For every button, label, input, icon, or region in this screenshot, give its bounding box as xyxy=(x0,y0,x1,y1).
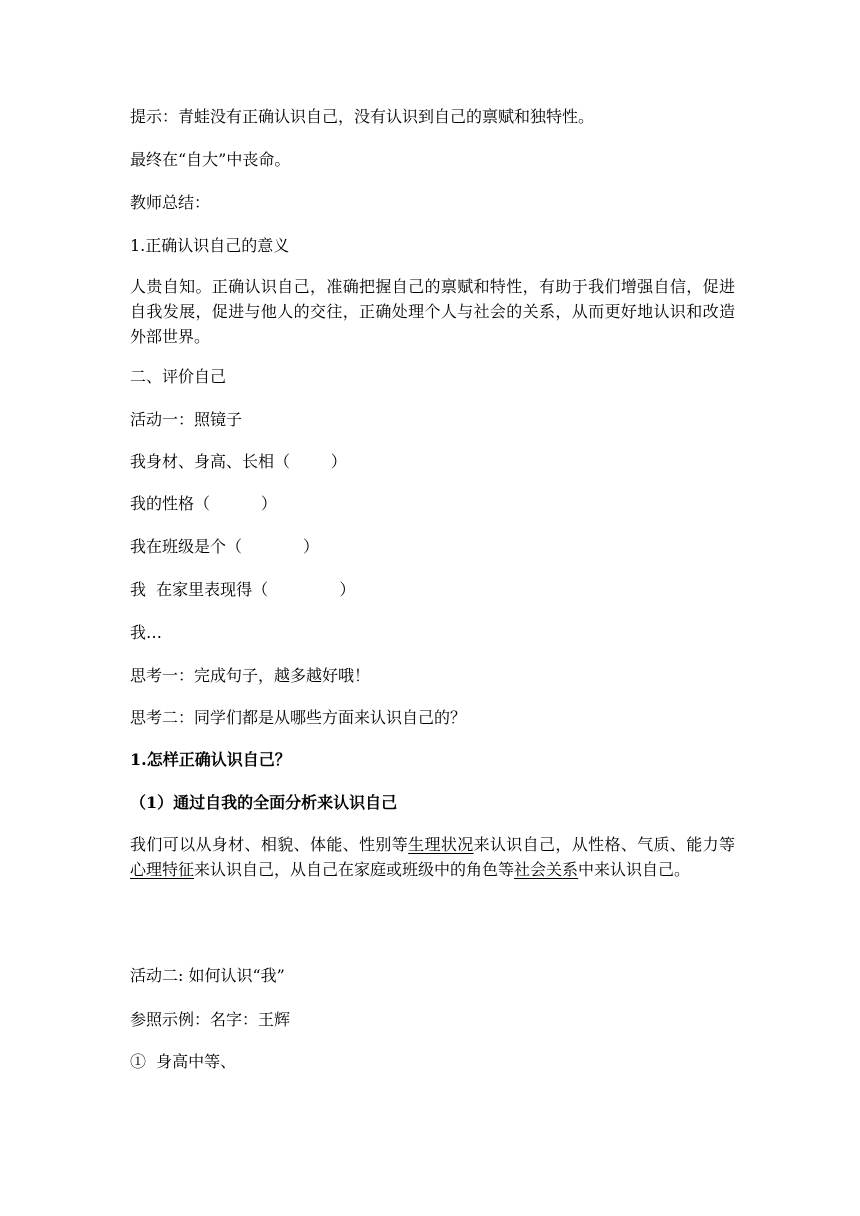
think-two-text: 思考二：同学们都是从哪些方面来认识自己的？ xyxy=(130,708,467,727)
mirror-line-class: 我在班级是个（ ） xyxy=(130,537,320,556)
mirror-line-personality: 我的性格（ ） xyxy=(130,494,277,513)
term-physiology: 生理状况 xyxy=(408,835,474,854)
hint-text: 提示：青蛙没有正确认识自己，没有认识到自己的禀赋和独特性。 xyxy=(130,107,595,126)
section-two-heading: 二、评价自己 xyxy=(130,367,227,386)
think-one-text: 思考一：完成句子，越多越好哦！ xyxy=(130,666,371,685)
example-text: 参照示例：名字：王辉 xyxy=(130,1010,291,1029)
heading-meaning: 1.正确认识自己的意义 xyxy=(130,236,290,255)
mirror-line-more: 我… xyxy=(130,623,163,642)
teacher-summary-label: 教师总结： xyxy=(130,193,211,212)
ending-text: 最终在“自大”中丧命。 xyxy=(130,150,291,169)
heading-sub1: （1）通过自我的全面分析来认识自己 xyxy=(130,793,398,812)
analysis-paragraph xyxy=(130,832,735,882)
analysis-text-2: 来认识自己，从性格、气质、能力等 xyxy=(473,835,735,854)
analysis-text-1: 我们可以从身材、相貌、体能、性别等 xyxy=(130,835,409,854)
term-social: 社会关系 xyxy=(514,860,579,879)
mirror-line-home: 我 在家里表现得（ ） xyxy=(130,580,356,599)
meaning-paragraph: 人贵自知。正确认识自己，准确把握自己的禀赋和特性，有助于我们增强自信，促进自我发展，促进与他人的交往，正确处理个人与社会的关系，从而更好地认识和改造外部世界。 xyxy=(130,277,735,346)
activity-two-title: 活动二: 如何认识“我” xyxy=(130,966,285,985)
analysis-text-3: 来认识自己，从自己在家庭或班级中的角色等 xyxy=(194,860,515,879)
term-psychology: 心理特征 xyxy=(130,860,195,879)
activity-one-title: 活动一：照镜子 xyxy=(130,410,243,429)
heading-how: 1.怎样正确认识自己？ xyxy=(130,750,291,769)
list-item-one: ① 身高中等、 xyxy=(130,1052,237,1071)
mirror-line-appearance: 我身材、身高、长相（ ） xyxy=(130,452,347,471)
analysis-text-4: 中来认识自己。 xyxy=(578,860,691,879)
